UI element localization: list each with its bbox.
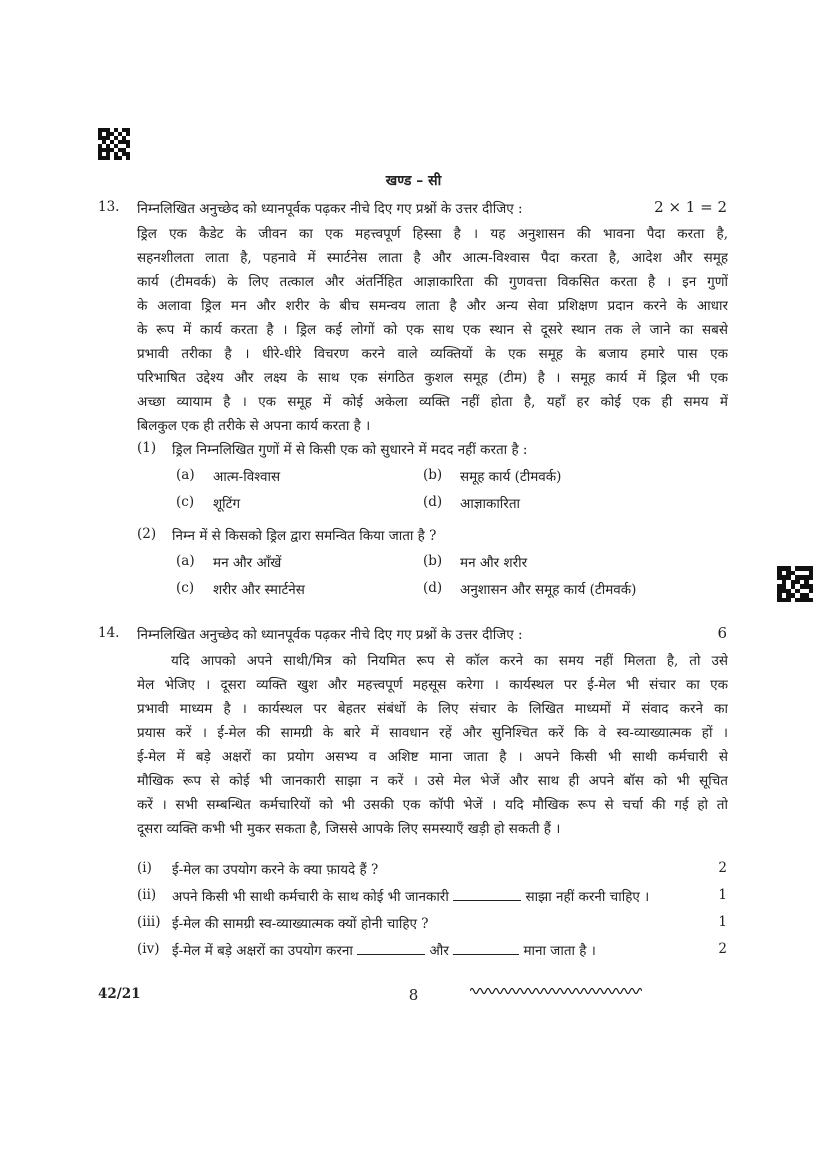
subquestion-2-number: (2): [137, 526, 157, 542]
passage-line: सहनशीलता लाता है, पहनावे में स्मार्टनेस लाता है और आत्म-विश्वास पैदा करता है, आदेश और समूह: [137, 250, 728, 266]
passage-line: प्रभावी माध्यम है । कार्यस्थल पर बेहतर संबंधों के लिए संचार के लिखित माध्यमों में संवाद करने का: [137, 701, 728, 717]
subquestion-ii-before: अपने किसी भी साथी कर्मचारी के साथ कोई भी जानकारी: [172, 889, 449, 905]
option-label: (c): [176, 580, 195, 596]
passage-line: मौखिक रूप से कोई भी जानकारी साझा न करें । उसे मेल भेजें और साथ ही अपने बॉस को भी सूचित: [137, 773, 728, 789]
option-text: शूटिंग: [213, 496, 241, 512]
option-label: (d): [423, 494, 443, 510]
question-13-instruction: निम्नलिखित अनुच्छेद को ध्यानपूर्वक पढ़कर नीचे दिए गए प्रश्नों के उत्तर दीजिए :: [137, 201, 523, 217]
passage-line: मेल भेजिए । दूसरा व्यक्ति खुश और महत्त्वपूर्ण महसूस करेगा । कार्यस्थल पर ई-मेल भी संचार का एक: [137, 677, 728, 693]
passage-line: कार्य (टीमवर्क) के लिए तत्काल और अंतर्निहित आज्ञाकारिता की गुणवत्ता विकसित करता है । इन गुणों: [137, 274, 728, 290]
question-14-number: 14.: [98, 625, 120, 641]
subquestion-ii-number: (ii): [137, 887, 157, 903]
subquestion-i-marks: 2: [718, 860, 727, 876]
subquestion-ii-after: साझा नहीं करनी चाहिए ।: [525, 889, 650, 905]
passage-line: के रूप में कार्य करता है । ड्रिल कई लोगों को एक साथ एक स्थान से दूसरे स्थान तक ले जाने का सबसे: [137, 322, 728, 338]
question-13-passage: [137, 222, 728, 438]
question-14-instruction: निम्नलिखित अनुच्छेद को ध्यानपूर्वक पढ़कर नीचे दिए गए प्रश्नों के उत्तर दीजिए :: [137, 627, 523, 643]
paper-code: 42/21: [98, 986, 141, 1002]
wavy-line-decoration: [470, 983, 642, 997]
option-label: (c): [176, 494, 195, 510]
option-text: आज्ञाकारिता: [460, 496, 521, 512]
passage-line: प्रभावी तरीका है । धीरे-धीरे विचरण करने वाले व्यक्तियों के एक समूह के बजाय हमारे पास एक: [137, 346, 728, 362]
passage-line: प्रयास करें । ई-मेल की सामग्री के बारे में सावधान रहें और सुनिश्चित करें कि वे स्व-व्याख्यात्मक हों ।: [137, 725, 728, 741]
question-14-passage: [137, 649, 728, 841]
option-text: समूह कार्य (टीमवर्क): [460, 469, 562, 485]
qr-code-right: [777, 566, 813, 602]
fill-blank: [453, 942, 519, 955]
fill-blank: [357, 942, 425, 955]
section-title: खण्ड – सी: [385, 173, 442, 189]
option-label: (b): [423, 553, 443, 569]
subquestion-ii-marks: 1: [718, 887, 727, 903]
subquestion-iv-after: माना जाता है ।: [523, 943, 596, 959]
option-text: शरीर और स्मार्टनेस: [213, 582, 305, 598]
question-13-marks: 2 × 1 = 2: [654, 198, 727, 216]
subquestion-i-number: (i): [137, 860, 152, 876]
passage-line: परिभाषित उद्देश्य और लक्ष्य के साथ एक संगठित कुशल समूह (टीम) है । समूह कार्य में ड्रिल भी एक: [137, 370, 728, 386]
option-label: (a): [176, 467, 195, 483]
passage-line: के अलावा ड्रिल मन और शरीर के बीच समन्वय लाता है और अन्य सेवा प्रशिक्षण प्रदान करने के आधार: [137, 298, 728, 314]
subquestion-iv-text: [172, 941, 596, 959]
option-label: (b): [423, 467, 443, 483]
option-text: अनुशासन और समूह कार्य (टीमवर्क): [460, 582, 637, 598]
subquestion-iv-before: ई-मेल में बड़े अक्षरों का उपयोग करना: [172, 943, 353, 959]
subquestion-1-number: (1): [137, 440, 157, 456]
subquestion-iii-number: (iii): [137, 914, 161, 930]
option-label: (d): [423, 580, 443, 596]
subquestion-iv-marks: 2: [718, 941, 727, 957]
subquestion-iv-middle: और: [429, 943, 449, 959]
subquestion-1-text: ड्रिल निम्नलिखित गुणों में से किसी एक को सुधारने में मदद नहीं करता है :: [172, 442, 528, 458]
question-13-number: 13.: [98, 199, 120, 215]
passage-line: ड्रिल एक कैडेट के जीवन का एक महत्त्वपूर्ण हिस्सा है । यह अनुशासन की भावना पैदा करता है,: [137, 226, 728, 242]
subquestion-ii-text: [172, 887, 649, 905]
passage-line: अच्छा व्यायाम है । एक समूह में कोई अकेला व्यक्ति नहीं होता है, यहाँ हर कोई एक ही समय में: [137, 394, 728, 410]
qr-code-top-left: [98, 128, 130, 160]
passage-line: यदि आपको अपने साथी/मित्र को नियमित रूप से कॉल करने का समय नहीं मिलता है, तो उसे: [171, 653, 728, 669]
subquestion-iii-text: ई-मेल की सामग्री स्व-व्याख्यात्मक क्यों होनी चाहिए ?: [172, 916, 429, 932]
passage-line: करें । सभी सम्बन्धित कर्मचारियों को भी उसकी एक कॉपी भेजें । यदि मौखिक रूप से चर्चा की गई हो तो: [137, 797, 728, 813]
subquestion-i-text: ई-मेल का उपयोग करने के क्या फ़ायदे हैं ?: [172, 862, 379, 878]
page-number: 8: [408, 986, 419, 1004]
passage-line: दूसरा व्यक्ति कभी भी मुकर सकता है, जिससे आपके लिए समस्याएँ खड़ी हो सकती हैं ।: [137, 821, 561, 837]
option-text: आत्म-विश्वास: [213, 469, 281, 485]
subquestion-iii-marks: 1: [718, 914, 727, 930]
passage-line: बिलकुल एक ही तरीके से अपना कार्य करता है ।: [137, 418, 371, 434]
option-text: मन और आँखें: [213, 555, 282, 571]
option-label: (a): [176, 553, 195, 569]
subquestion-2-text: निम्न में से किसको ड्रिल द्वारा समन्वित किया जाता है ?: [172, 528, 437, 544]
question-14-marks: 6: [717, 624, 727, 642]
option-text: मन और शरीर: [460, 555, 528, 571]
fill-blank: [453, 888, 521, 901]
passage-line: ई-मेल में बड़े अक्षरों का प्रयोग असभ्य व अशिष्ट माना जाता है । अपने किसी भी साथी कर्मचारी से: [137, 749, 728, 765]
subquestion-iv-number: (iv): [137, 941, 160, 957]
